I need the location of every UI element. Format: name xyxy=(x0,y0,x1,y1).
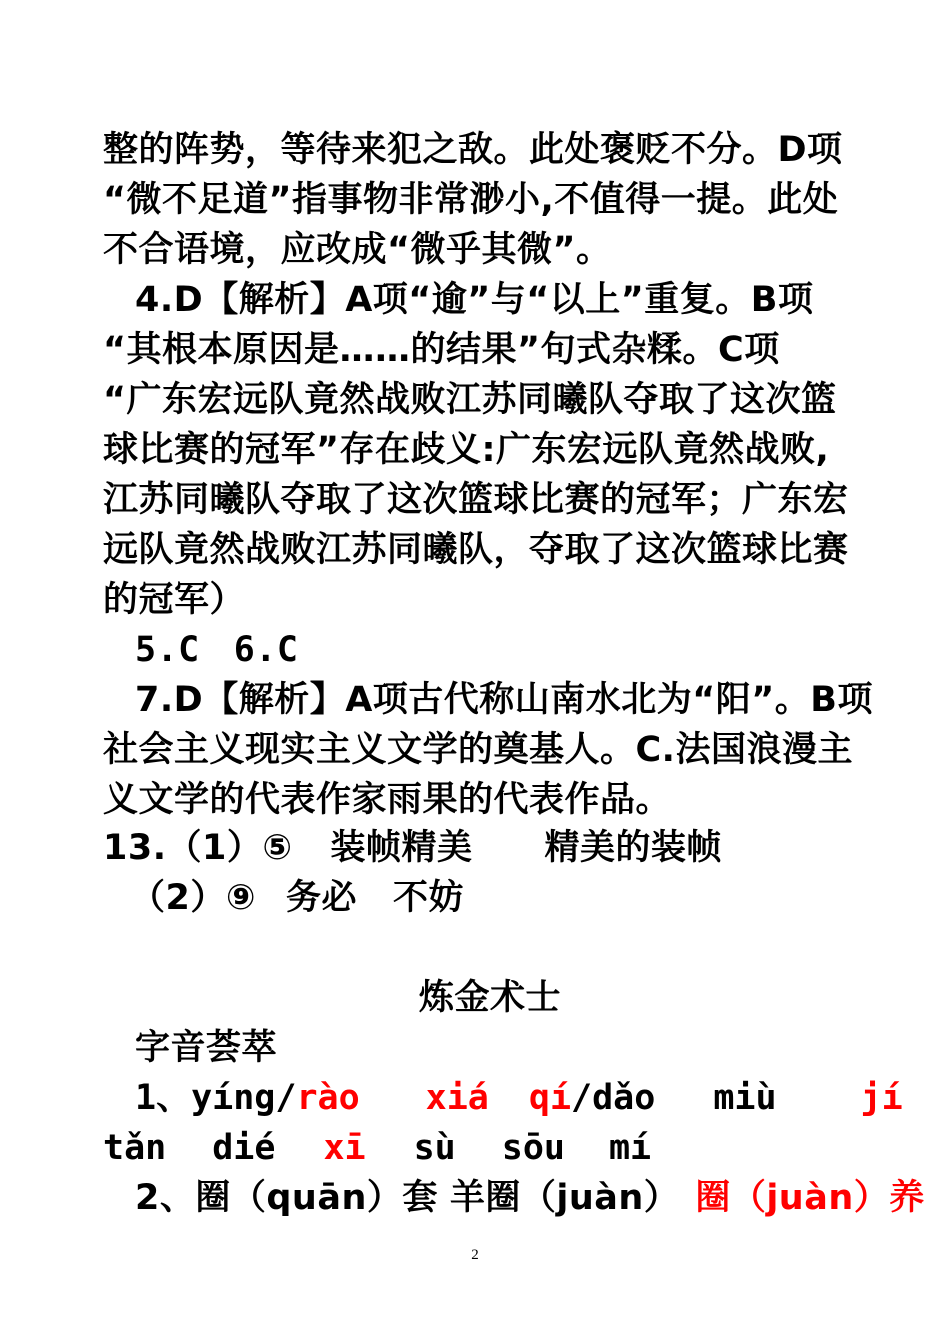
text-line: 整的阵势，等待来犯之敌。此处褒贬不分。D项 xyxy=(103,130,843,170)
answer-7-line: 7.D【解析】A项古代称山南水北为“阳”。B项 xyxy=(135,680,873,720)
text-line: 远队竟然战败江苏同曦队，夺取了这次篮球比赛 xyxy=(103,530,849,570)
pinyin-item: yíng/ xyxy=(191,1078,297,1118)
pinyin-item: sōu xyxy=(501,1128,565,1168)
pinyin-item-red: xī xyxy=(323,1128,366,1168)
answer-13-a: 装帧精美 xyxy=(330,828,473,868)
answer-6: 6.C xyxy=(233,630,299,670)
pinyin-item-red: qí xyxy=(528,1078,572,1118)
page-number: 2 xyxy=(471,1247,479,1263)
section-title: 炼金术士 xyxy=(418,978,561,1018)
answer-13-label: 13.（1）⑤ xyxy=(103,828,293,868)
answer-13-line xyxy=(103,826,722,870)
text-line: “微不足道”指事物非常渺小,不值得一提。此处 xyxy=(103,180,839,220)
pinyin-item-red: jí xyxy=(860,1078,903,1118)
text-line: “广东宏远队竟然战败江苏同曦队夺取了这次篮 xyxy=(103,380,837,420)
text-line: 不合语境，应改成“微乎其微”。 xyxy=(103,230,612,270)
text-line: 江苏同曦队夺取了这次篮球比赛的冠军；广东宏 xyxy=(103,480,849,520)
pinyin-item: tǎn xyxy=(103,1128,167,1168)
pinyin-word: 羊圈（juàn） xyxy=(449,1178,680,1218)
pinyin-item-red: xiá xyxy=(425,1078,489,1118)
text-line: 的冠军） xyxy=(103,580,246,620)
text-line: “其根本原因是……的结果”句式杂糅。C项 xyxy=(103,330,780,370)
pinyin-word-red: 圈（juàn）养 xyxy=(695,1178,925,1218)
pinyin-item-red: rào xyxy=(296,1078,360,1118)
text-line: 球比赛的冠军”存在歧义:广东宏远队竟然战败, xyxy=(103,430,830,470)
pinyin-item: sù xyxy=(413,1128,456,1168)
answer-13-sub2-line xyxy=(130,876,464,920)
answer-5-6-line xyxy=(135,628,298,672)
pinyin-item: dié xyxy=(212,1128,276,1168)
pinyin-word: 2、圈（quān）套 xyxy=(135,1178,438,1218)
pinyin-item: miù xyxy=(713,1078,777,1118)
pinyin-num: 1、 xyxy=(135,1078,192,1118)
answer-5: 5.C xyxy=(135,630,200,670)
text-line: 义文学的代表作家雨果的代表作品。 xyxy=(103,780,672,820)
pinyin-line-2 xyxy=(135,1176,925,1220)
pinyin-item: /dǎo xyxy=(571,1078,656,1118)
section-subtitle: 字音荟萃 xyxy=(135,1028,278,1068)
pinyin-line-1b xyxy=(103,1126,651,1170)
pinyin-item: mí xyxy=(608,1128,652,1168)
text-line: 社会主义现实主义文学的奠基人。C.法国浪漫主 xyxy=(103,730,853,770)
answer-13-b: 精美的装帧 xyxy=(544,828,723,868)
answer-13-sub2-label: （2）⑨ xyxy=(130,878,256,918)
answer-13-c: 务必 xyxy=(286,878,358,918)
pinyin-line-1 xyxy=(135,1076,903,1120)
answer-4-line: 4.D【解析】A项“逾”与“以上”重复。B项 xyxy=(135,280,814,320)
answer-13-d: 不妨 xyxy=(393,878,465,918)
